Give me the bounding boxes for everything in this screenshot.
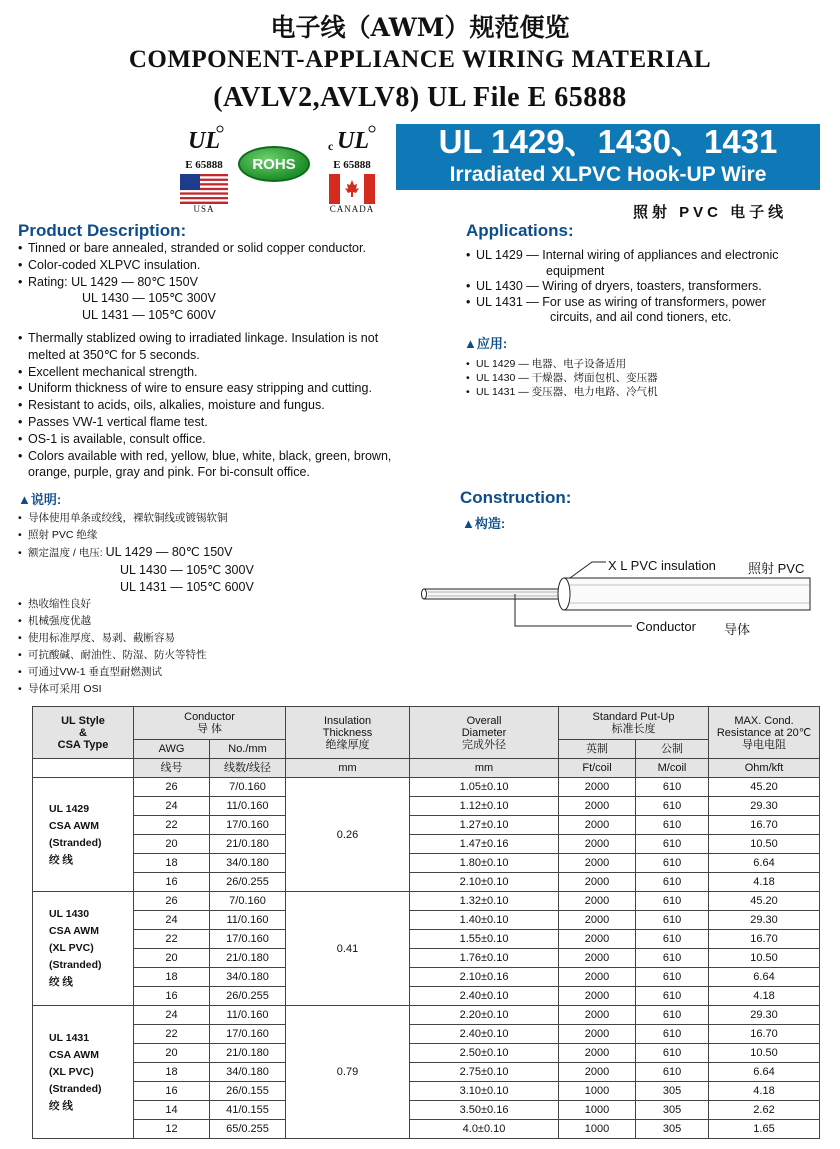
strand-cell: 17/0.160 <box>210 1025 286 1044</box>
resistance-cell: 10.50 <box>709 835 820 854</box>
th-unit-ft: Ft/coil <box>559 759 636 778</box>
sm-line: • 导体可采用 OSI <box>18 681 254 698</box>
shuoming-heading: ▲说明: <box>18 492 62 507</box>
m-coil-cell: 610 <box>636 1044 709 1063</box>
diameter-cell: 2.40±0.10 <box>410 1025 559 1044</box>
ft-coil-cell: 1000 <box>559 1120 636 1139</box>
svg-text:c: c <box>328 139 334 153</box>
title-english-line1: COMPONENT-APPLIANCE WIRING MATERIAL <box>128 46 712 73</box>
cul-country: CANADA <box>329 204 375 214</box>
svg-text:UL: UL <box>337 128 369 154</box>
diameter-cell: 1.05±0.10 <box>410 778 559 797</box>
construction-heading: Construction: <box>460 488 572 507</box>
awg-cell: 16 <box>134 873 210 892</box>
diameter-cell: 1.47±0.16 <box>410 835 559 854</box>
usa-flag-icon <box>180 174 228 204</box>
diameter-cell: 2.10±0.16 <box>410 968 559 987</box>
strand-cell: 26/0.155 <box>210 1082 286 1101</box>
app-cn-line: • UL 1429 — 电器、电子设备适用 <box>466 357 658 371</box>
m-coil-cell: 610 <box>636 968 709 987</box>
sm-line: • 导体使用单条或绞线，裸软铜线或镀锡软铜 <box>18 510 254 527</box>
th-nomm: No./mm <box>210 740 286 759</box>
app-line: equipment <box>546 263 605 278</box>
conductor-label: Conductor <box>636 619 696 634</box>
pd-feature: • Passes VW-1 vertical flame test. <box>18 414 391 431</box>
ft-coil-cell: 2000 <box>559 1006 636 1025</box>
table-row <box>33 949 820 968</box>
awg-cell: 18 <box>134 1063 210 1082</box>
ft-coil-cell: 2000 <box>559 930 636 949</box>
strand-cell: 41/0.155 <box>210 1101 286 1120</box>
resistance-cell: 2.62 <box>709 1101 820 1120</box>
applications-cn-list <box>466 357 658 399</box>
app-line: circuits, and ail cond tioners, etc. <box>550 310 732 324</box>
ft-coil-cell: 2000 <box>559 778 636 797</box>
style-label-cell <box>33 1006 134 1139</box>
resistance-cell: 29.30 <box>709 1006 820 1025</box>
awg-cell: 20 <box>134 949 210 968</box>
m-coil-cell: 610 <box>636 873 709 892</box>
awg-cell: 18 <box>134 968 210 987</box>
ul-cert-block <box>176 124 232 214</box>
resistance-cell: 1.65 <box>709 1120 820 1139</box>
diameter-cell: 1.76±0.10 <box>410 949 559 968</box>
style-label-line: CSA AWM <box>49 925 99 937</box>
strand-cell: 7/0.160 <box>210 778 286 797</box>
m-coil-cell: 610 <box>636 797 709 816</box>
m-coil-cell: 305 <box>636 1120 709 1139</box>
insulation-shape <box>564 578 810 610</box>
table-row <box>33 1025 820 1044</box>
awg-cell: 12 <box>134 1120 210 1139</box>
style-label-line: 绞 线 <box>49 853 73 866</box>
th-conductor: Conductor 导 体 <box>134 707 286 740</box>
strand-cell: 34/0.180 <box>210 968 286 987</box>
th-unit-insul: mm <box>286 759 410 778</box>
th-m-cn: 公制 <box>636 740 709 759</box>
cul-cert-block <box>322 124 382 214</box>
sm-rating-cont: UL 1430 — 105℃ 300V <box>120 563 254 577</box>
awg-cell: 24 <box>134 1006 210 1025</box>
style-label-line: (XL PVC) <box>49 1065 94 1078</box>
thickness-cell: 0.79 <box>286 1006 410 1139</box>
ft-coil-cell: 2000 <box>559 835 636 854</box>
strand-cell: 21/0.180 <box>210 835 286 854</box>
m-coil-cell: 305 <box>636 1082 709 1101</box>
pd-rating-line: UL 1430 — 105℃ 300V <box>82 291 216 306</box>
table-row <box>33 797 820 816</box>
table-row <box>33 854 820 873</box>
ft-coil-cell: 2000 <box>559 873 636 892</box>
resistance-cell: 4.18 <box>709 987 820 1006</box>
awg-cell: 14 <box>134 1101 210 1120</box>
cul-file-number: E 65888 <box>333 159 371 171</box>
app-line: • UL 1430 — Wiring of dryers, toasters, transformers. <box>466 279 779 295</box>
pd-feature: • Thermally stablized owing to irradiated linkage. Insulation is not <box>18 330 391 347</box>
awg-cell: 20 <box>134 835 210 854</box>
ft-coil-cell: 2000 <box>559 1025 636 1044</box>
resistance-cell: 6.64 <box>709 854 820 873</box>
canada-flag-icon <box>329 174 375 204</box>
strand-cell: 11/0.160 <box>210 911 286 930</box>
diameter-cell: 1.80±0.10 <box>410 854 559 873</box>
m-coil-cell: 610 <box>636 1063 709 1082</box>
rohs-badge: ROHS <box>238 146 310 182</box>
product-description-heading: Product Description: <box>18 221 187 240</box>
awg-cell: 26 <box>134 778 210 797</box>
pd-feature: melted at 350℃ for 5 seconds. <box>28 347 200 362</box>
pd-line: • Tinned or bare annealed, stranded or solid copper conductor. <box>18 240 366 257</box>
strand-cell: 11/0.160 <box>210 797 286 816</box>
strand-cell: 34/0.180 <box>210 854 286 873</box>
app-cn-line: • UL 1431 — 变压器、电力电路、冷气机 <box>466 385 658 399</box>
sm-line <box>18 544 254 562</box>
diameter-cell: 1.12±0.10 <box>410 797 559 816</box>
conductor-label-cn: 导体 <box>724 622 751 637</box>
table-row <box>33 835 820 854</box>
ft-coil-cell: 2000 <box>559 797 636 816</box>
m-coil-cell: 610 <box>636 987 709 1006</box>
app-line: • UL 1429 — Internal wiring of appliances and electronic <box>466 248 779 264</box>
thickness-cell: 0.26 <box>286 778 410 892</box>
insulation-label: X L PVC insulation <box>608 558 716 573</box>
m-coil-cell: 610 <box>636 778 709 797</box>
banner-chinese: 照射 PVC 电子线 <box>633 204 788 221</box>
pd-rating-line: UL 1431 — 105℃ 600V <box>82 308 216 323</box>
style-label-line: CSA AWM <box>49 1048 99 1061</box>
m-coil-cell: 610 <box>636 835 709 854</box>
awg-cell: 16 <box>134 987 210 1006</box>
diameter-cell: 2.20±0.10 <box>410 1006 559 1025</box>
th-style: UL Style & CSA Type <box>33 707 134 759</box>
diameter-cell: 1.55±0.10 <box>410 930 559 949</box>
app-cn-line: • UL 1430 — 干燥器、烤面包机、变压器 <box>466 371 658 385</box>
strand-cell: 7/0.160 <box>210 892 286 911</box>
shuoming-list <box>18 510 254 698</box>
spec-table <box>32 706 820 1139</box>
strand-cell: 11/0.160 <box>210 1006 286 1025</box>
pd-feature: • Excellent mechanical strength. <box>18 364 391 381</box>
sm-line: • 可抗酸碱、耐油性、防湿、防火等特性 <box>18 647 254 664</box>
style-label-line: 绞 线 <box>49 976 73 988</box>
m-coil-cell: 610 <box>636 949 709 968</box>
sm-line: • 可通过VW-1 垂直型耐燃测试 <box>18 664 254 681</box>
ft-coil-cell: 2000 <box>559 892 636 911</box>
sm-line: • 照射 PVC 绝缘 <box>18 527 254 544</box>
sm-rating-label: 额定温度 / 电压: <box>28 547 103 559</box>
ft-coil-cell: 2000 <box>559 968 636 987</box>
spec-table-body <box>33 778 820 1139</box>
style-label-line: CSA AWM <box>49 819 99 832</box>
awg-cell: 16 <box>134 1082 210 1101</box>
strand-cell: 65/0.255 <box>210 1120 286 1139</box>
strand-cell: 21/0.180 <box>210 1044 286 1063</box>
construction-cn-heading: ▲构造: <box>462 516 506 531</box>
table-row <box>33 816 820 835</box>
diameter-cell: 3.50±0.16 <box>410 1101 559 1120</box>
style-label-line: (Stranded) <box>49 959 102 971</box>
pd-feature: • Colors available with red, yellow, blue, white, black, green, brown, <box>18 448 391 465</box>
m-coil-cell: 610 <box>636 816 709 835</box>
sm-line: • 机械强度优越 <box>18 613 254 630</box>
diameter-cell: 2.40±0.10 <box>410 987 559 1006</box>
awg-cell: 22 <box>134 1025 210 1044</box>
table-row <box>33 1006 820 1025</box>
pd-feature: • Resistant to acids, oils, alkalies, moisture and fungus. <box>18 397 391 414</box>
product-banner <box>396 124 820 190</box>
awg-cell: 24 <box>134 911 210 930</box>
th-resistance: MAX. Cond. Resistance at 20℃ 导电电阻 <box>709 707 820 759</box>
ft-coil-cell: 2000 <box>559 949 636 968</box>
strand-cell: 26/0.255 <box>210 873 286 892</box>
ul-country: USA <box>193 204 215 214</box>
style-label-line: 绞 线 <box>49 1099 73 1112</box>
th-awg: AWG <box>134 740 210 759</box>
resistance-cell: 6.64 <box>709 968 820 987</box>
m-coil-cell: 610 <box>636 930 709 949</box>
pd-feature: orange, purple, gray and pink. For bi-consult office. <box>28 465 310 480</box>
pd-feature: • OS-1 is available, consult office. <box>18 431 391 448</box>
sm-line: • 使用标准厚度、易剥、截断容易 <box>18 630 254 647</box>
th-put-up: Standard Put-Up 标准长度 <box>559 707 709 740</box>
awg-cell: 20 <box>134 1044 210 1063</box>
style-label-line: UL 1431 <box>49 1031 90 1044</box>
style-label-cell <box>33 892 134 1006</box>
insulation-label-cn: 照射 PVC <box>748 561 805 576</box>
pd-feature: • Uniform thickness of wire to ensure easy stripping and cutting. <box>18 380 391 397</box>
sm-line: • 热收缩性良好 <box>18 596 254 613</box>
applications-list <box>466 248 779 326</box>
diameter-cell: 1.27±0.10 <box>410 816 559 835</box>
table-row <box>33 1082 820 1101</box>
th-insulation: Insulation Thickness 绝缘厚度 <box>286 707 410 759</box>
resistance-cell: 29.30 <box>709 911 820 930</box>
insulation-end <box>558 578 570 610</box>
diameter-cell: 3.10±0.10 <box>410 1082 559 1101</box>
style-label-line: (Stranded) <box>49 1082 102 1095</box>
diameter-cell: 2.10±0.10 <box>410 873 559 892</box>
product-features <box>18 330 391 481</box>
awg-cell: 22 <box>134 930 210 949</box>
diameter-cell: 2.50±0.10 <box>410 1044 559 1063</box>
awg-cell: 24 <box>134 797 210 816</box>
pd-line: • Rating: UL 1429 — 80℃ 150V <box>18 274 366 291</box>
table-row <box>33 778 820 797</box>
table-row <box>33 987 820 1006</box>
style-label-line: (XL PVC) <box>49 942 94 954</box>
th-unit-m: M/coil <box>636 759 709 778</box>
ft-coil-cell: 2000 <box>559 816 636 835</box>
app-line: • UL 1431 — For use as wiring of transformers, power <box>466 295 779 311</box>
diameter-cell: 1.40±0.10 <box>410 911 559 930</box>
ul-file-number: E 65888 <box>185 159 223 171</box>
m-coil-cell: 610 <box>636 892 709 911</box>
table-row <box>33 1101 820 1120</box>
th-unit-od: mm <box>410 759 559 778</box>
diameter-cell: 2.75±0.10 <box>410 1063 559 1082</box>
table-row <box>33 911 820 930</box>
conductor-end <box>422 589 427 599</box>
style-label-cell <box>33 778 134 892</box>
th-unit-awg: 线号 <box>134 759 210 778</box>
table-row <box>33 930 820 949</box>
style-label-line: UL 1430 <box>49 908 90 920</box>
m-coil-cell: 610 <box>636 1006 709 1025</box>
pd-line: • Color-coded XLPVC insulation. <box>18 257 366 274</box>
strand-cell: 17/0.160 <box>210 816 286 835</box>
strand-cell: 21/0.180 <box>210 949 286 968</box>
table-row <box>33 892 820 911</box>
m-coil-cell: 305 <box>636 1101 709 1120</box>
banner-subtitle: Irradiated XLPVC Hook-UP Wire <box>449 163 767 186</box>
awg-cell: 26 <box>134 892 210 911</box>
th-ft-cn: 英制 <box>559 740 636 759</box>
resistance-cell: 16.70 <box>709 930 820 949</box>
resistance-cell: 45.20 <box>709 892 820 911</box>
resistance-cell: 10.50 <box>709 1044 820 1063</box>
title-chinese: 电子线（AWM）规范便览 <box>270 13 570 42</box>
cul-logo-icon <box>328 124 376 154</box>
banner-models: UL 1429、1430、1431 <box>438 123 778 160</box>
svg-text:UL: UL <box>188 128 220 154</box>
strand-cell: 17/0.160 <box>210 930 286 949</box>
m-coil-cell: 610 <box>636 1025 709 1044</box>
ul-logo-icon <box>184 124 224 154</box>
resistance-cell: 16.70 <box>709 1025 820 1044</box>
ft-coil-cell: 2000 <box>559 911 636 930</box>
m-coil-cell: 610 <box>636 911 709 930</box>
ft-coil-cell: 2000 <box>559 987 636 1006</box>
ft-coil-cell: 2000 <box>559 1044 636 1063</box>
sm-rating-cont: UL 1431 — 105℃ 600V <box>120 580 254 594</box>
diameter-cell: 1.32±0.10 <box>410 892 559 911</box>
applications-cn-heading: ▲应用: <box>464 336 508 351</box>
resistance-cell: 45.20 <box>709 778 820 797</box>
th-unit-nomm: 线数/线径 <box>210 759 286 778</box>
ft-coil-cell: 1000 <box>559 1101 636 1120</box>
ft-coil-cell: 2000 <box>559 854 636 873</box>
sm-rating-value: UL 1429 — 80℃ 150V <box>105 545 233 559</box>
resistance-cell: 4.18 <box>709 1082 820 1101</box>
table-row <box>33 1063 820 1082</box>
th-unit-res: Ohm/kft <box>709 759 820 778</box>
awg-cell: 18 <box>134 854 210 873</box>
resistance-cell: 4.18 <box>709 873 820 892</box>
th-overall-diameter: Overall Diameter 完成外径 <box>410 707 559 759</box>
diameter-cell: 4.0±0.10 <box>410 1120 559 1139</box>
resistance-cell: 16.70 <box>709 816 820 835</box>
table-row <box>33 1120 820 1139</box>
strand-cell: 26/0.255 <box>210 987 286 1006</box>
resistance-cell: 29.30 <box>709 797 820 816</box>
title-english-line2: (AVLV2,AVLV8) UL File E 65888 <box>213 82 627 113</box>
strand-cell: 34/0.180 <box>210 1063 286 1082</box>
table-row <box>33 873 820 892</box>
ft-coil-cell: 1000 <box>559 1082 636 1101</box>
table-row <box>33 968 820 987</box>
product-description <box>18 240 366 324</box>
m-coil-cell: 610 <box>636 854 709 873</box>
ft-coil-cell: 2000 <box>559 1063 636 1082</box>
style-label-line: UL 1429 <box>49 802 90 815</box>
applications-heading: Applications: <box>466 221 574 240</box>
thickness-cell: 0.41 <box>286 892 410 1006</box>
resistance-cell: 10.50 <box>709 949 820 968</box>
resistance-cell: 6.64 <box>709 1063 820 1082</box>
awg-cell: 22 <box>134 816 210 835</box>
table-row <box>33 1044 820 1063</box>
style-label-line: (Stranded) <box>49 836 102 849</box>
conductor-shape <box>424 589 564 599</box>
